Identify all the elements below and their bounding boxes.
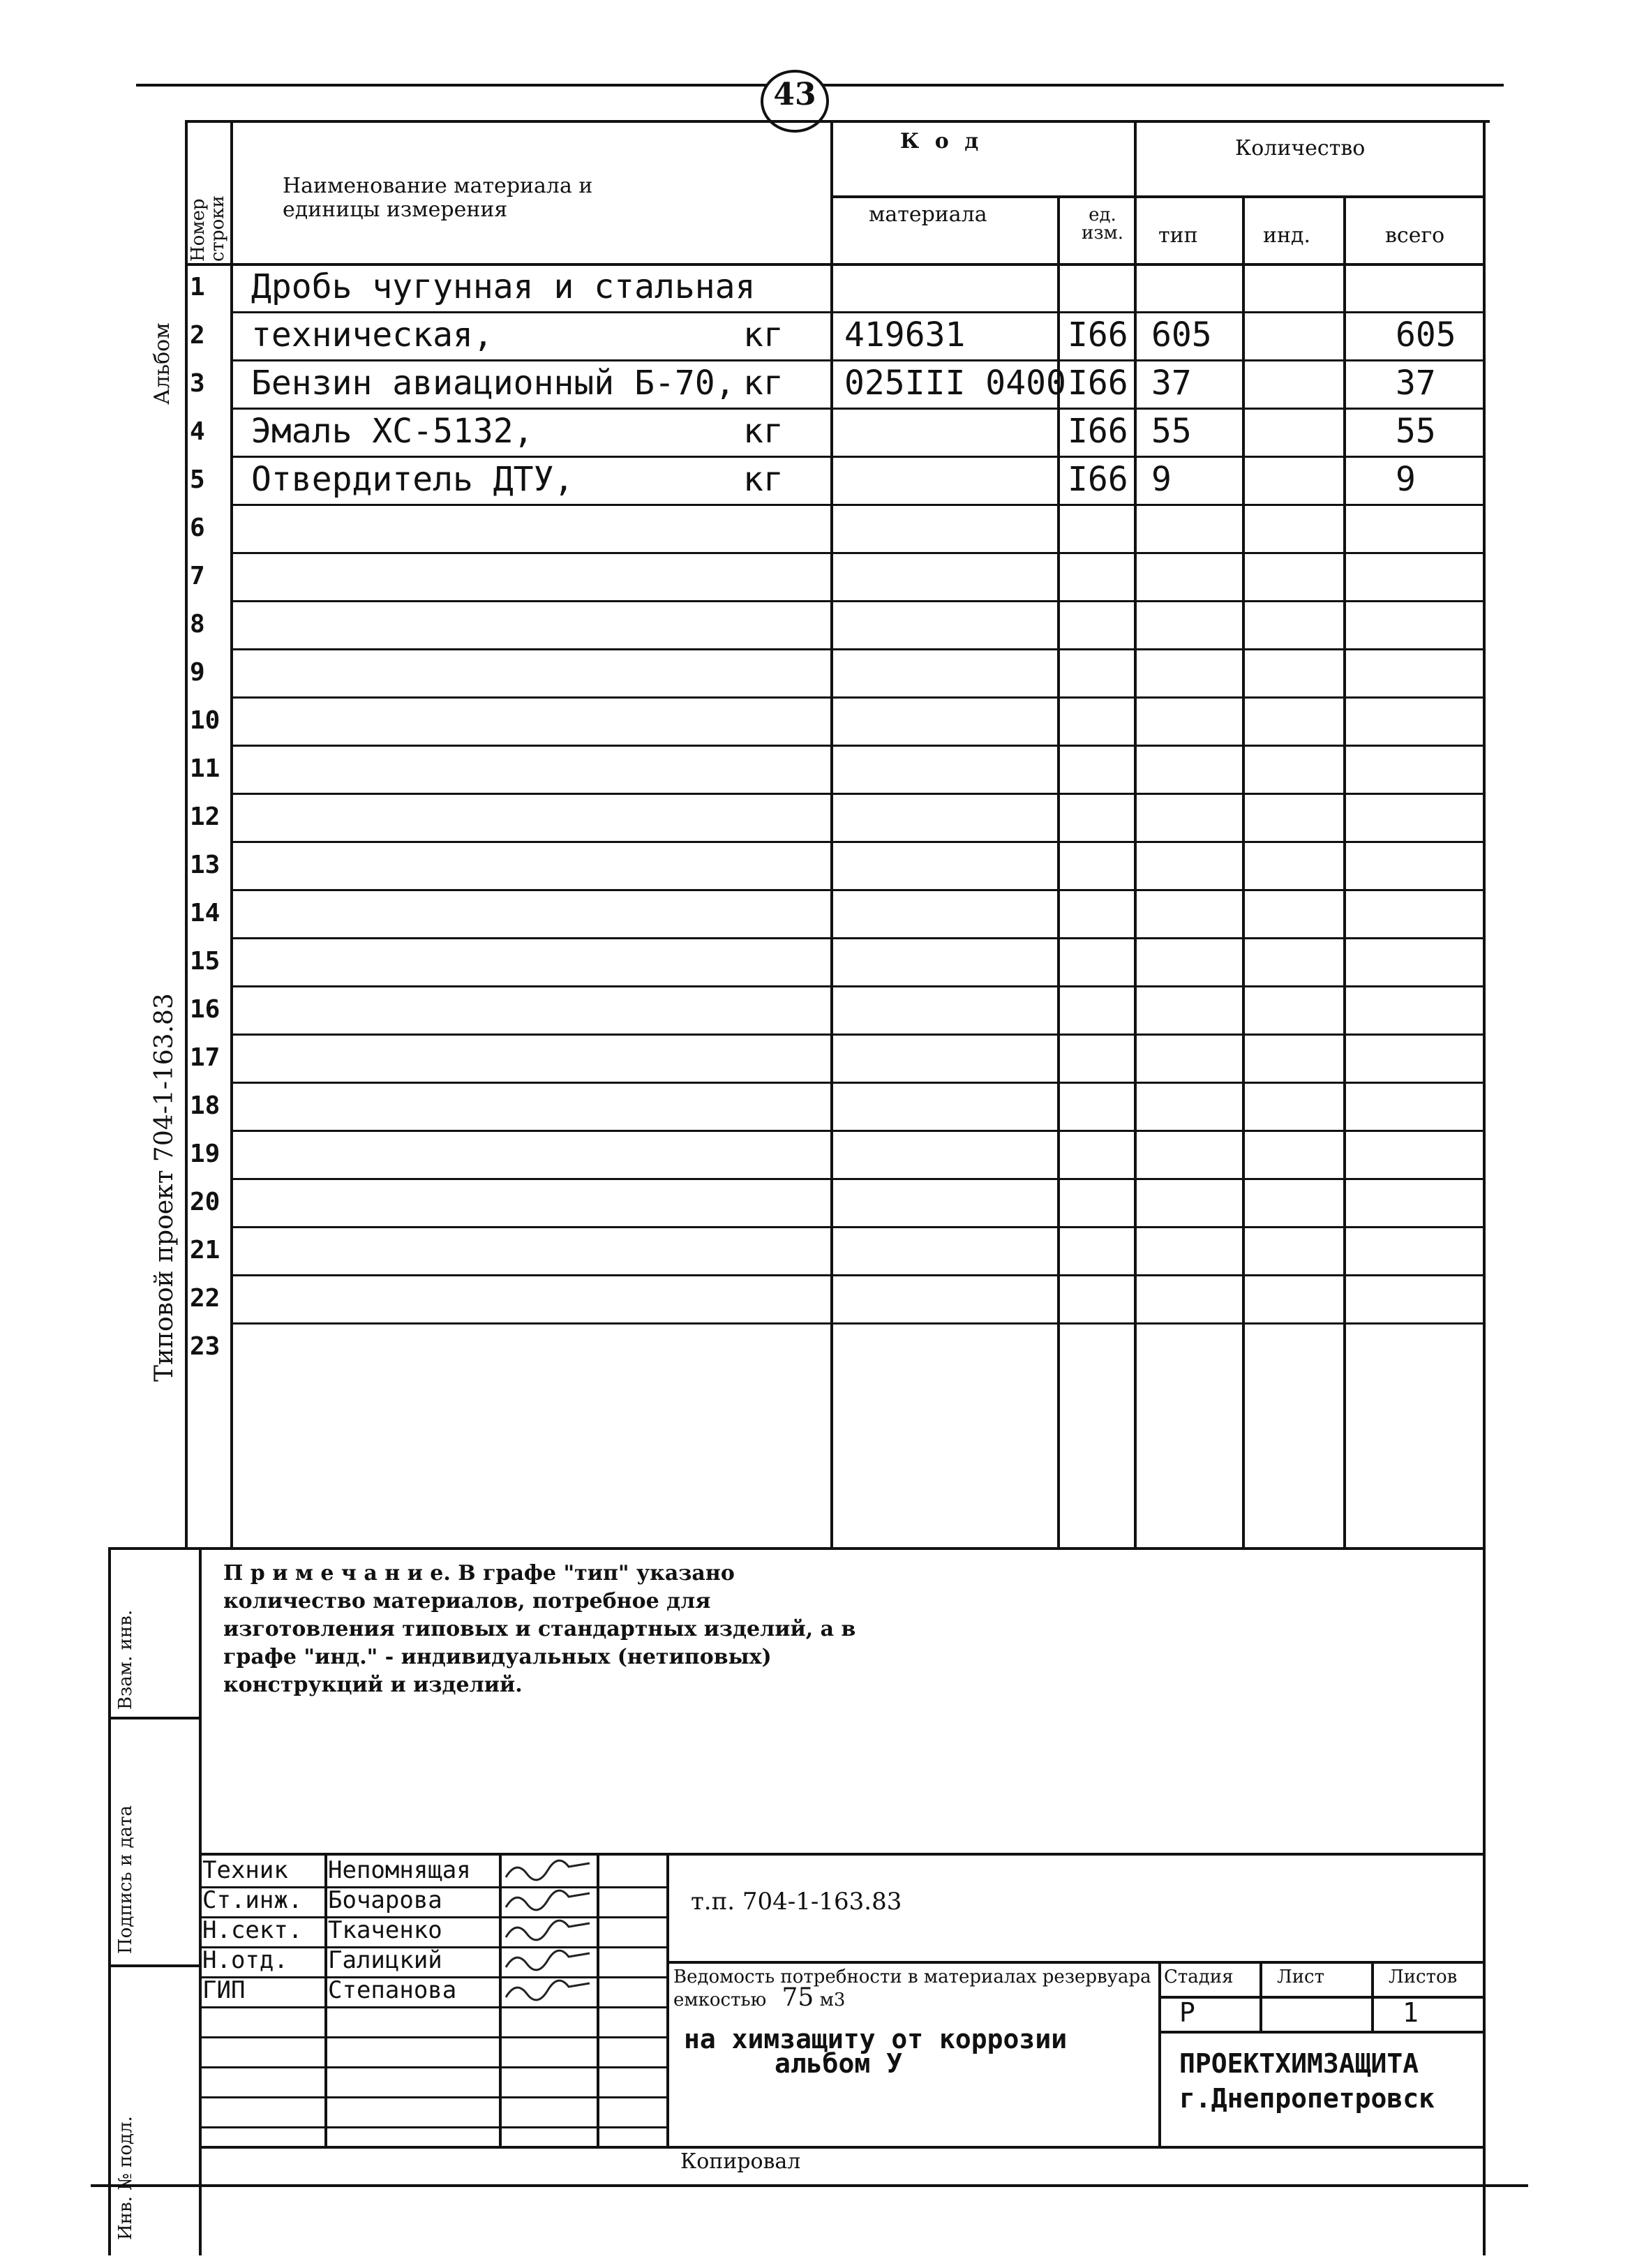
table-left-border bbox=[185, 120, 188, 1547]
stamp-row-line bbox=[199, 2006, 666, 2008]
header-ind: инд. bbox=[1263, 223, 1310, 248]
stamp-info-row bbox=[1158, 1996, 1483, 1999]
cell-unit-code: I66 bbox=[1068, 315, 1128, 355]
cell-no: 8 bbox=[190, 610, 205, 639]
bottom-rule bbox=[91, 2184, 1528, 2187]
stamp-volume-unit: м3 bbox=[819, 1990, 846, 2010]
cell-unit-code: I66 bbox=[1068, 364, 1128, 403]
stamp-title-line1 bbox=[673, 1967, 1155, 2010]
cell-no: 3 bbox=[190, 369, 205, 398]
cell-tip: 605 bbox=[1151, 315, 1212, 355]
header-code: К о д bbox=[900, 129, 983, 154]
cell-no: 4 bbox=[190, 417, 205, 446]
footer-copied: Копировал bbox=[680, 2149, 801, 2174]
row-line bbox=[230, 1034, 1483, 1036]
row-line bbox=[230, 1322, 1483, 1325]
cell-name: Дробь чугунная и стальная bbox=[251, 267, 756, 306]
margin-box-line1 bbox=[108, 1717, 199, 1719]
cell-no: 13 bbox=[190, 851, 220, 879]
row-line bbox=[230, 552, 1483, 554]
row-line bbox=[230, 985, 1483, 987]
stamp-stage-label: Стадия bbox=[1164, 1967, 1234, 1987]
project-label: Типовой проект 704-1-163.83 bbox=[150, 993, 179, 1382]
cell-unit-code: I66 bbox=[1068, 412, 1128, 451]
stamp-org-line1: ПРОЕКТХИМЗАЩИТА bbox=[1179, 2048, 1419, 2079]
header-bottom bbox=[185, 263, 1483, 266]
cell-tip: 9 bbox=[1151, 460, 1172, 499]
cell-code: 419631 bbox=[844, 315, 966, 355]
row-line bbox=[230, 1082, 1483, 1084]
stamp-col3 bbox=[597, 1853, 599, 2146]
stamp-col4 bbox=[666, 1853, 669, 2146]
row-line bbox=[230, 1226, 1483, 1228]
signature-mark bbox=[502, 1916, 593, 1946]
cell-no: 1 bbox=[190, 273, 205, 301]
stamp-role: ГИП bbox=[202, 1976, 246, 2004]
stamp-mid-line bbox=[666, 1961, 1483, 1964]
cell-total: 55 bbox=[1396, 412, 1436, 451]
header-material: материала bbox=[869, 202, 987, 227]
cell-total: 37 bbox=[1396, 364, 1436, 403]
cell-name: Бензин авиационный Б-70, bbox=[251, 364, 735, 403]
row-line bbox=[230, 359, 1483, 361]
cell-no: 6 bbox=[190, 514, 205, 542]
cell-no: 16 bbox=[190, 995, 220, 1024]
row-line bbox=[230, 600, 1483, 602]
margin-box-line2 bbox=[108, 1964, 199, 1967]
cell-tip: 55 bbox=[1151, 412, 1192, 451]
stamp-sheets-label: Листов bbox=[1389, 1967, 1458, 1987]
cell-unit-label: кг bbox=[743, 315, 784, 355]
col-divider-unit bbox=[1134, 120, 1137, 1547]
stamp-role: Ст.инж. bbox=[202, 1886, 303, 1914]
stamp-sheets-value: 1 bbox=[1403, 1997, 1419, 2028]
row-line bbox=[230, 504, 1483, 506]
cell-no: 18 bbox=[190, 1091, 220, 1120]
signature-mark bbox=[502, 1856, 593, 1886]
cell-no: 12 bbox=[190, 803, 220, 831]
stamp-title-line3: альбом У bbox=[775, 2048, 903, 2079]
col-divider-name bbox=[830, 120, 833, 1547]
cell-total: 605 bbox=[1396, 315, 1456, 355]
stamp-info-col2 bbox=[1371, 1961, 1374, 2031]
cell-no: 7 bbox=[190, 562, 205, 590]
row-line bbox=[230, 889, 1483, 891]
stamp-info-bottom bbox=[1158, 2031, 1483, 2034]
col-divider-rowno bbox=[230, 120, 233, 1547]
stamp-empty-line bbox=[199, 2066, 666, 2068]
table-bottom bbox=[108, 1547, 1483, 1550]
stamp-info-divider bbox=[1158, 1961, 1161, 2146]
cell-code: 025III 0400 bbox=[844, 364, 1066, 403]
row-line bbox=[230, 745, 1483, 747]
stamp-empty-line bbox=[199, 2036, 666, 2038]
signature-mark bbox=[502, 1946, 593, 1976]
stamp-role: Техник bbox=[202, 1856, 288, 1884]
col-divider-ind bbox=[1343, 195, 1346, 1547]
cell-no: 14 bbox=[190, 899, 220, 927]
margin-box-right bbox=[199, 1547, 202, 2255]
cell-no: 21 bbox=[190, 1236, 220, 1264]
stamp-bottom bbox=[199, 2146, 1483, 2149]
header-tip: тип bbox=[1158, 223, 1198, 248]
cell-name: Эмаль ХС-5132, bbox=[251, 412, 534, 451]
row-line bbox=[230, 841, 1483, 843]
row-line bbox=[230, 1178, 1483, 1180]
header-qty: Количество bbox=[1235, 136, 1366, 161]
table-top-border bbox=[185, 120, 1490, 123]
cell-no: 11 bbox=[190, 754, 220, 783]
stamp-col1 bbox=[324, 1853, 327, 2146]
cell-no: 9 bbox=[190, 658, 205, 687]
signature-mark bbox=[502, 1886, 593, 1916]
album-label: Альбом bbox=[150, 322, 174, 405]
row-line bbox=[230, 1274, 1483, 1276]
row-line bbox=[230, 793, 1483, 795]
page-number: 43 bbox=[773, 77, 816, 112]
inv-orig-label: Инв. № подл. bbox=[115, 2116, 136, 2240]
stamp-name: Непомнящая bbox=[328, 1856, 471, 1884]
stamp-org-line2: г.Днепропетровск bbox=[1179, 2083, 1435, 2114]
stamp-volume: 75 bbox=[782, 1983, 814, 2012]
margin-box-left bbox=[108, 1547, 111, 2255]
cell-unit-label: кг bbox=[743, 412, 784, 451]
cell-tip: 37 bbox=[1151, 364, 1192, 403]
cell-unit-label: кг bbox=[743, 460, 784, 499]
stamp-title-line2: на химзащиту от коррозии bbox=[684, 2024, 1068, 2054]
cell-total: 9 bbox=[1396, 460, 1416, 499]
cell-no: 19 bbox=[190, 1140, 220, 1168]
stamp-name: Ткаченко bbox=[328, 1916, 442, 1944]
cell-no: 20 bbox=[190, 1188, 220, 1216]
inv-dub-label: Взам. инв. bbox=[115, 1609, 136, 1710]
stamp-empty-line bbox=[199, 2126, 666, 2128]
cell-no: 5 bbox=[190, 465, 205, 494]
stamp-col2 bbox=[499, 1853, 502, 2146]
stamp-name: Бочарова bbox=[328, 1886, 442, 1914]
header-total: всего bbox=[1385, 223, 1445, 248]
stamp-stage-value: Р bbox=[1179, 1997, 1195, 2028]
row-line bbox=[230, 1130, 1483, 1132]
stamp-title-text: Ведомость потребности в материалах резервуара емкостью bbox=[673, 1967, 1151, 2010]
signature-mark bbox=[502, 1976, 593, 2006]
stamp-name: Галицкий bbox=[328, 1946, 442, 1974]
header-subline bbox=[830, 195, 1483, 198]
cell-name: техническая, bbox=[251, 315, 493, 355]
cell-unit-code: I66 bbox=[1068, 460, 1128, 499]
header-name: Наименование материала и единицы измерения bbox=[283, 174, 593, 222]
stamp-designation: т.п. 704-1-163.83 bbox=[691, 1888, 902, 1916]
cell-no: 15 bbox=[190, 947, 220, 976]
cell-no: 2 bbox=[190, 321, 205, 350]
table-right-border bbox=[1483, 120, 1486, 2255]
cell-no: 17 bbox=[190, 1043, 220, 1072]
stamp-info-col1 bbox=[1259, 1961, 1262, 2031]
cell-no: 10 bbox=[190, 706, 220, 735]
stamp-empty-line bbox=[199, 2096, 666, 2098]
stamp-name: Степанова bbox=[328, 1976, 457, 2004]
row-line bbox=[230, 456, 1483, 458]
cell-name: Отвердитель ДТУ, bbox=[251, 460, 574, 499]
row-line bbox=[230, 648, 1483, 650]
cell-no: 23 bbox=[190, 1332, 220, 1361]
row-line bbox=[230, 696, 1483, 699]
stamp-top bbox=[199, 1853, 1483, 1856]
cell-unit-label: кг bbox=[743, 364, 784, 403]
stamp-role: Н.сект. bbox=[202, 1916, 303, 1944]
header-row-no: Номер строки bbox=[188, 195, 228, 262]
col-divider-tip bbox=[1242, 195, 1245, 1547]
stamp-sheet-label: Лист bbox=[1277, 1967, 1324, 1987]
row-line bbox=[230, 408, 1483, 410]
row-line bbox=[230, 937, 1483, 939]
row-line bbox=[230, 311, 1483, 313]
sign-date-label: Подпись и дата bbox=[115, 1805, 136, 1954]
note-text: П р и м е ч а н и е. В графе "тип" указано количество материалов, потребное для изготовления типовых и стандартных изделий, а в графе "инд." - индивидуальных (нетиповых) конструкций и изделий. bbox=[223, 1561, 856, 1697]
header-unit: ед. изм. bbox=[1082, 204, 1123, 244]
cell-no: 22 bbox=[190, 1284, 220, 1313]
stamp-role: Н.отд. bbox=[202, 1946, 288, 1974]
